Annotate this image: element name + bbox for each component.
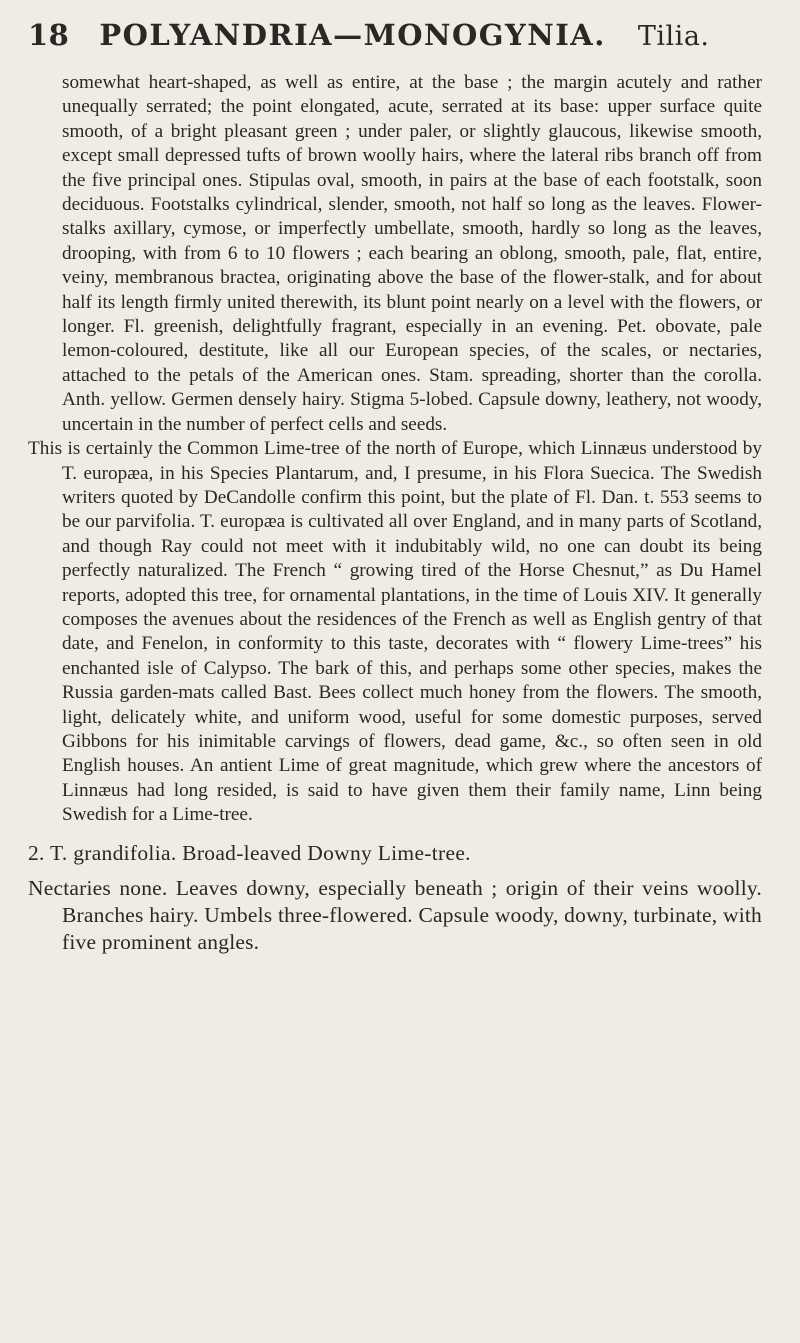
- page-number: 18: [28, 18, 70, 52]
- paragraph-description: somewhat heart-shaped, as well as entire, at the base ; the margin acutely and rather unequally serrated; the point elongated, acute, serrated at its base: upper surface quite smooth, of a bright pleasant green ; under paler, or slightly glaucous, likewise smooth, except small depressed tufts of brown woolly hairs, where the lateral ribs branch off from the five principal ones. Stipulas oval, smooth, in pairs at the base of each footstalk, soon deciduous. Footstalks cylindrical, slender, smooth, not half so long as the leaves. Flower-stalks axillary, cymose, or imperfectly umbellate, smooth, hardly so long as the leaves, drooping, with from 6 to 10 flowers ; each bearing an oblong, smooth, pale, flat, entire, veiny, membranous bractea, originating above the base of the flower-stalk, and for about half its length firmly united therewith, its blunt point nearly on a level with the flowers, or longer. Fl. greenish, delightfully fragrant, especially in an evening. Pet. obovate, pale lemon-coloured, destitute, like all our European species, of the scales, or nectaries, attached to the petals of the American ones. Stam. spreading, shorter than the corolla. Anth. yellow. Germen densely hairy. Stigma 5-lobed. Capsule downy, leathery, not woody, uncertain in the number of perfect cells and seeds.: [62, 72, 762, 435]
- genus-heading: Tilia.: [637, 21, 710, 52]
- species-description: Nectaries none. Leaves downy, especially beneath ; origin of their veins woolly. Branches hairy. Umbels three-flowered. Capsule woody, downy, turbinate, with five prominent angles.: [28, 875, 762, 954]
- running-head: [28, 18, 762, 68]
- paragraph-history: This is certainly the Common Lime-tree of the north of Europe, which Linnæus understood by T. europæa, in his Species Plantarum, and, I presume, in his Flora Suecica. The Swedish writers quoted by DeCandolle confirm this point, but the plate of Fl. Dan. t. 553 seems to be our parvifolia. T. europæa is cultivated all over England, and in many parts of Scotland, and though Ray could not meet with it indubitably wild, no one can doubt its being perfectly naturalized. The French “ growing tired of the Horse Chesnut,” as Du Hamel reports, adopted this tree, for ornamental plantations, in the time of Louis XIV. It generally composes the avenues about the residences of the French as well as English gentry of that date, and Fenelon, in conformity to this taste, decorates with “ flowery Lime-trees” his enchanted isle of Calypso. The bark of this, and perhaps some other species, makes the Russia garden-mats called Bast. Bees collect much honey from the flowers. The smooth, light, delicately white, and uniform wood, useful for some domestic purposes, served Gibbons for his inimitable carvings of flowers, dead game, &c., so often seen in old English houses. An antient Lime of great magnitude, which grew where the ancestors of Linnæus had long resided, is said to have given them their family name, Linn being Swedish for a Lime-tree.: [28, 438, 762, 826]
- species-heading: 2. T. grandifolia. Broad-leaved Downy Lime-tree.: [28, 840, 471, 865]
- page-title: POLYANDRIA—MONOGYNIA.: [99, 18, 606, 52]
